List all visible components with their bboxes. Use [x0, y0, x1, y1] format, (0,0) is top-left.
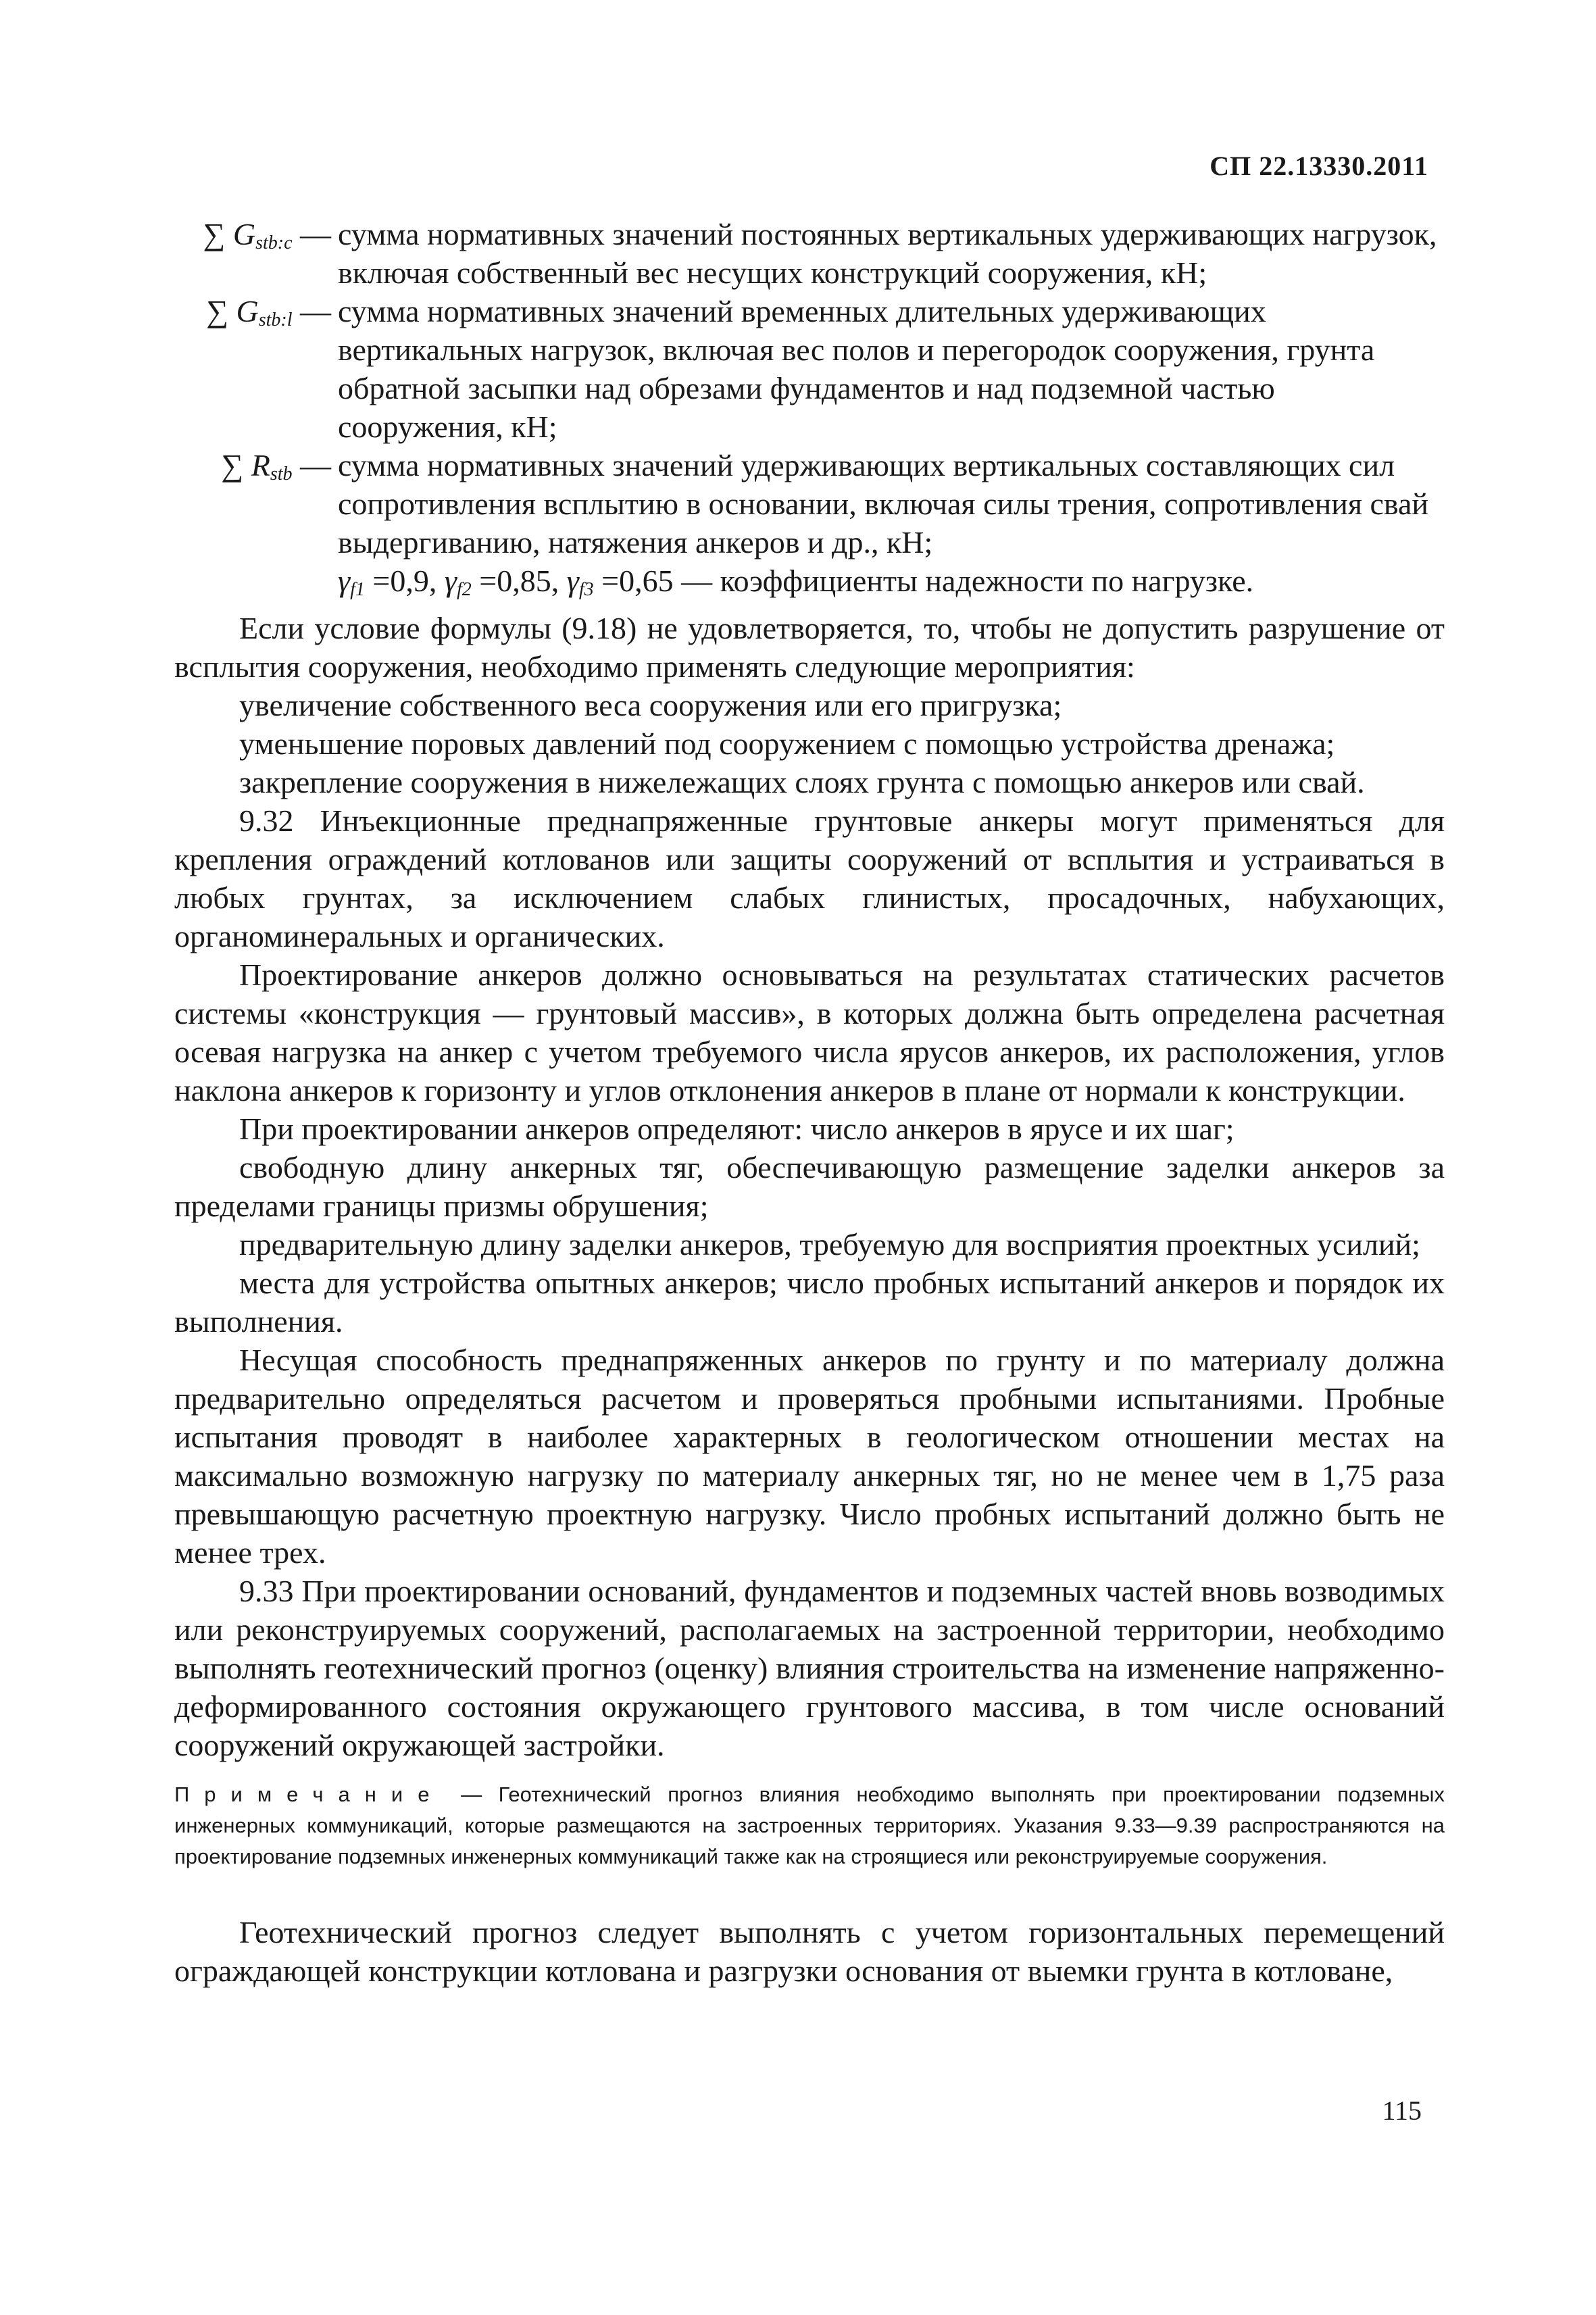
definition-g-stb-l — [174, 292, 1445, 446]
definition-g-stb-c — [174, 215, 1445, 292]
paragraph-test-sites: места для устройства опытных анкеров; число пробных испытаний анкеров и порядок их выполнения. — [174, 1266, 1445, 1339]
measure-item-anchoring: закрепление сооружения в нижележащих слоях грунта с помощью анкеров или свай. — [239, 765, 1365, 799]
definition-symbol: ∑ $G_{stb:c}$ — — [203, 217, 331, 253]
note-label: Примечание — [174, 1783, 445, 1806]
paragraph-9-32: 9.32 Инъекционные преднапряженные грунтовые анкеры могут применяться для крепления ограждений котлованов или защиты сооружений от всплытия и устраиваться в любых грунтах, за исключением слабых глинистых, просадочных, набухающих, органоминеральных и органических. — [174, 803, 1445, 953]
definition-text: сумма нормативных значений временных длительных удерживающих вертикальных нагрузок, включая вес полов и перегородок сооружения, грунта обратной засыпки над обрезами фундаментов и над подземной частью сооружения, кН; — [338, 294, 1375, 444]
definition-symbol: ∑ $G_{stb:l}$ — — [206, 294, 331, 330]
paragraph-bearing-capacity: Несущая способность преднапряженных анкеров по грунту и по материалу должна предварительно определяться расчетом и проверяться пробными испытаниями. Пробные испытания проводят в наиболее характерных в геологическом отношении местах на максимально возможную нагрузку по материалу анкерных тяг, но не менее чем в 1,75 раза превышающую расчетную проектную нагрузку. Число пробных испытаний должно быть не менее трех. — [174, 1343, 1445, 1570]
paragraph-prelim-length: предварительную длину заделки анкеров, требуемую для восприятия проектных усилий; — [239, 1227, 1420, 1262]
paragraph-9-33: 9.33 При проектировании оснований, фундаментов и подземных частей вновь возводимых или реконструируемых сооружений, располагаемых на застроенной территории, необходимо выполнять геотехнический прогноз (оценку) влияния строительства на изменение напряженно-деформированного состояния окружающего грунтового массива, в том числе оснований сооружений окружающей застройки. — [174, 1574, 1445, 1762]
note-text: — Геотехнический прогноз влияния необходимо выполнять при проектировании подземных инженерных коммуникаций, которые размещаются на застроенных территориях. Указания 9.33—9.39 распространяются на проектирование подземных инженерных коммуникаций также как на строящиеся или реконструируемые сооружения. — [174, 1783, 1445, 1868]
measure-item-drainage: уменьшение поровых давлений под сооружением с помощью устройства дренажа; — [239, 726, 1335, 761]
load-reliability-coefficients: $\gamma_{f1} =0,9$, $\gamma_{f2} =0,85$, $\gamma_{f3} =0,65$ — коэффициенты надежности по нагрузке. — [338, 564, 1254, 600]
document-code: СП 22.13330.2011 — [1210, 151, 1428, 181]
paragraph-flotation-measures: Если условие формулы (9.18) не удовлетворяется, то, чтобы не допустить разрушение от всплытия сооружения, необходимо применять следующие мероприятия: — [174, 611, 1445, 684]
definition-symbol: ∑ $R_{stb}$ — — [221, 448, 331, 484]
measure-item-weight: увеличение собственного веса сооружения или его пригрузка; — [239, 688, 1062, 722]
paragraph-anchor-design: Проектирование анкеров должно основываться на результатах статических расчетов системы «конструкция — грунтовый массив», в которых должна быть определена расчетная осевая нагрузка на анкер с учетом требуемого числа ярусов анкеров, их расположения, углов наклона анкеров к горизонту и углов отклонения анкеров в плане от нормали к конструкции. — [174, 957, 1445, 1107]
definition-text: сумма нормативных значений удерживающих вертикальных составляющих сил сопротивления всплытию в основании, включая силы трения, сопротивления свай выдергиванию, натяжения анкеров и др., кН; — [338, 448, 1429, 559]
paragraph-anchor-determine: При проектировании анкеров определяют: число анкеров в ярусе и их шаг; — [239, 1112, 1235, 1146]
definition-r-stb — [174, 446, 1445, 562]
page-number: 115 — [1382, 2095, 1422, 2126]
paragraph-geotechnical-forecast: Геотехнический прогноз следует выполнять с учетом горизонтальных перемещений ограждающей конструкции котлована и разгрузки основания от выемки грунта в котловане, — [174, 1915, 1445, 1988]
definition-text: сумма нормативных значений постоянных вертикальных удерживающих нагрузок, включая собственный вес несущих конструкций сооружения, кН; — [338, 217, 1437, 290]
paragraph-free-length: свободную длину анкерных тяг, обеспечивающую размещение заделки анкеров за пределами границы призмы обрушения; — [174, 1150, 1445, 1223]
note — [174, 1779, 1445, 1872]
page-body — [174, 215, 1445, 1990]
